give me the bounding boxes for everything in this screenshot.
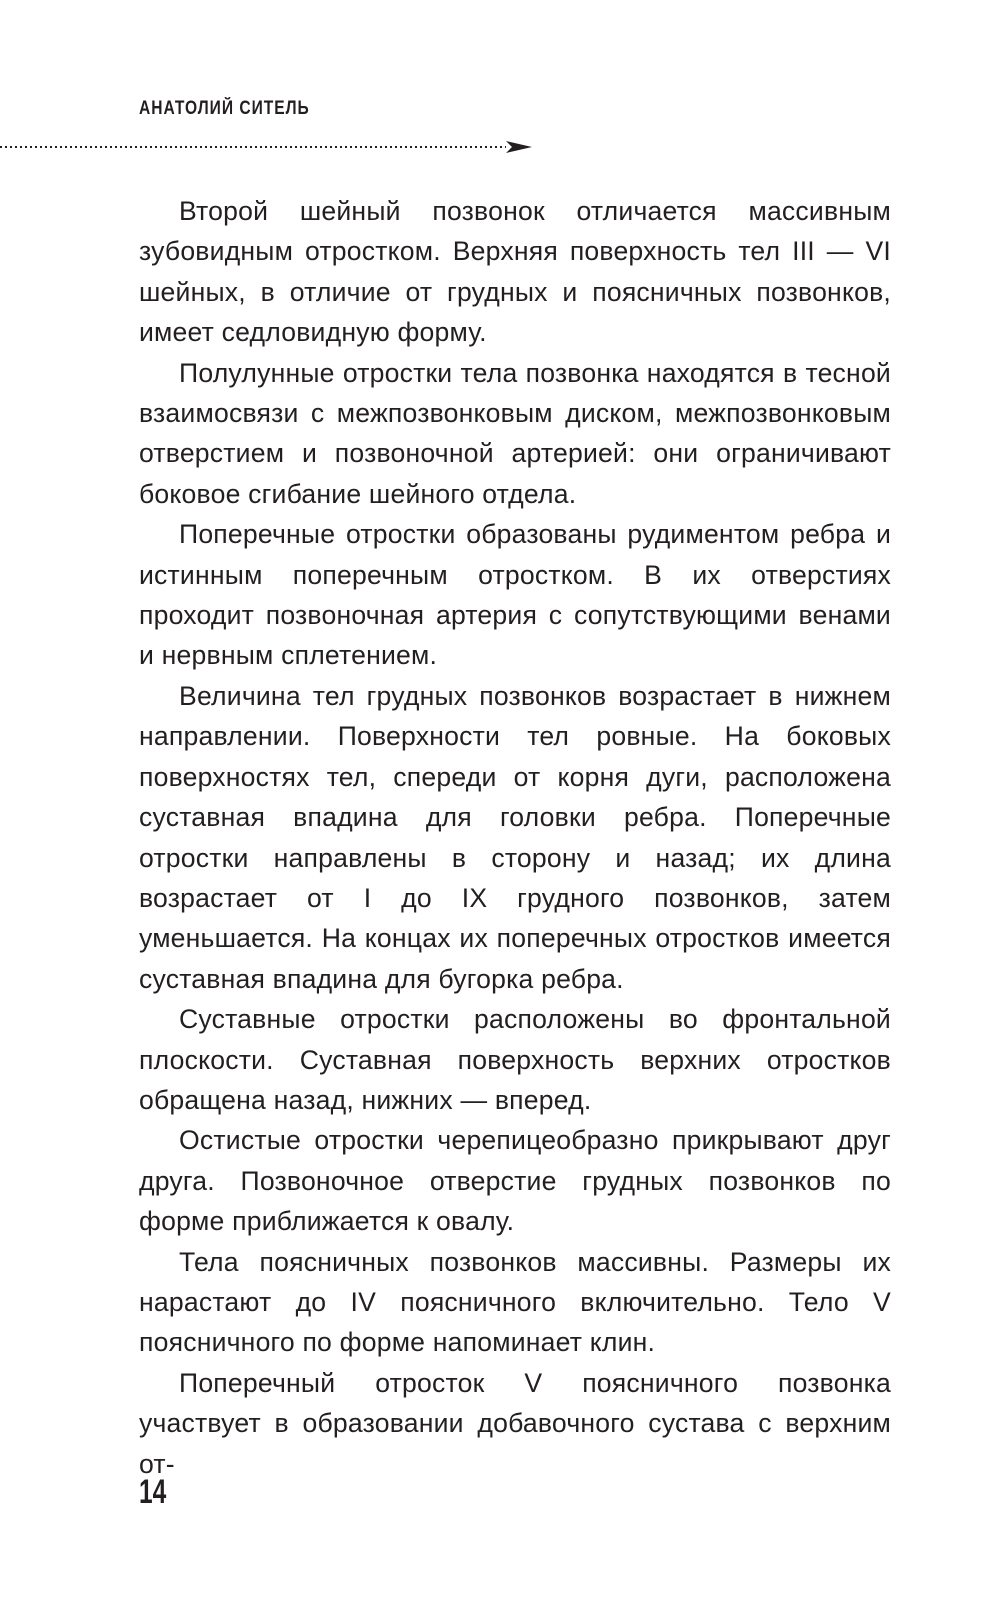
paragraph: Полулунные отростки тела позвонка находятся в тесной взаимосвязи с межпозвонковым диском, межпозвонковым отверстием и позвоночной артерией: они ограничивают боковое сгибание шейного отдела. [139,357,891,509]
paragraph: Остистые отростки черепицеобразно прикрывают друг друга. Позвоночное отверстие грудных позвонков по форме приближается к овалу. [139,1125,891,1237]
running-head-author: АНАТОЛИЙ СИТЕЛЬ [139,98,310,119]
body-text [139,191,891,1484]
paragraph: Второй шейный позвонок отличается массивным зубовидным отростком. Верхняя поверхность тел III — VI шейных, в отличие от грудных и поясничных позвонков, имеет седловидную форму. [139,196,891,348]
paragraph: Суставные отростки расположены во фронтальной плоскости. Суставная поверхность верхних отростков обращена назад, нижних — вперед. [139,1004,891,1115]
paragraph: Тела поясничных позвонков массивны. Размеры их нарастают до IV поясничного включительно. Тело V поясничного по форме напоминает клин. [139,1246,891,1358]
paragraph: Поперечные отростки образованы рудиментом ребра и истинным поперечным отростком. В их отверстиях проходит позвоночная артерия с сопутствующими венами и нервным сплетением. [139,519,891,671]
paragraph: Поперечный отросток V поясничного позвонка участвует в образовании добавочного сустава с верхним от- [139,1367,891,1479]
paragraph: Величина тел грудных позвонков возрастает в нижнем направлении. Поверхности тел ровные. На боковых поверхностях тел, спереди от корня дуги, расположена суставная впадина для головки ребра. Поперечные отростки направлены в сторону и назад; их длина возрастает от I до IX грудного позвонков, затем уменьшается. На концах их поперечных отростков имеется суставная впадина для бугорка ребра. [139,680,891,994]
dotted-arrow-rule-icon [0,139,540,155]
page-number: 14 [139,1473,167,1511]
